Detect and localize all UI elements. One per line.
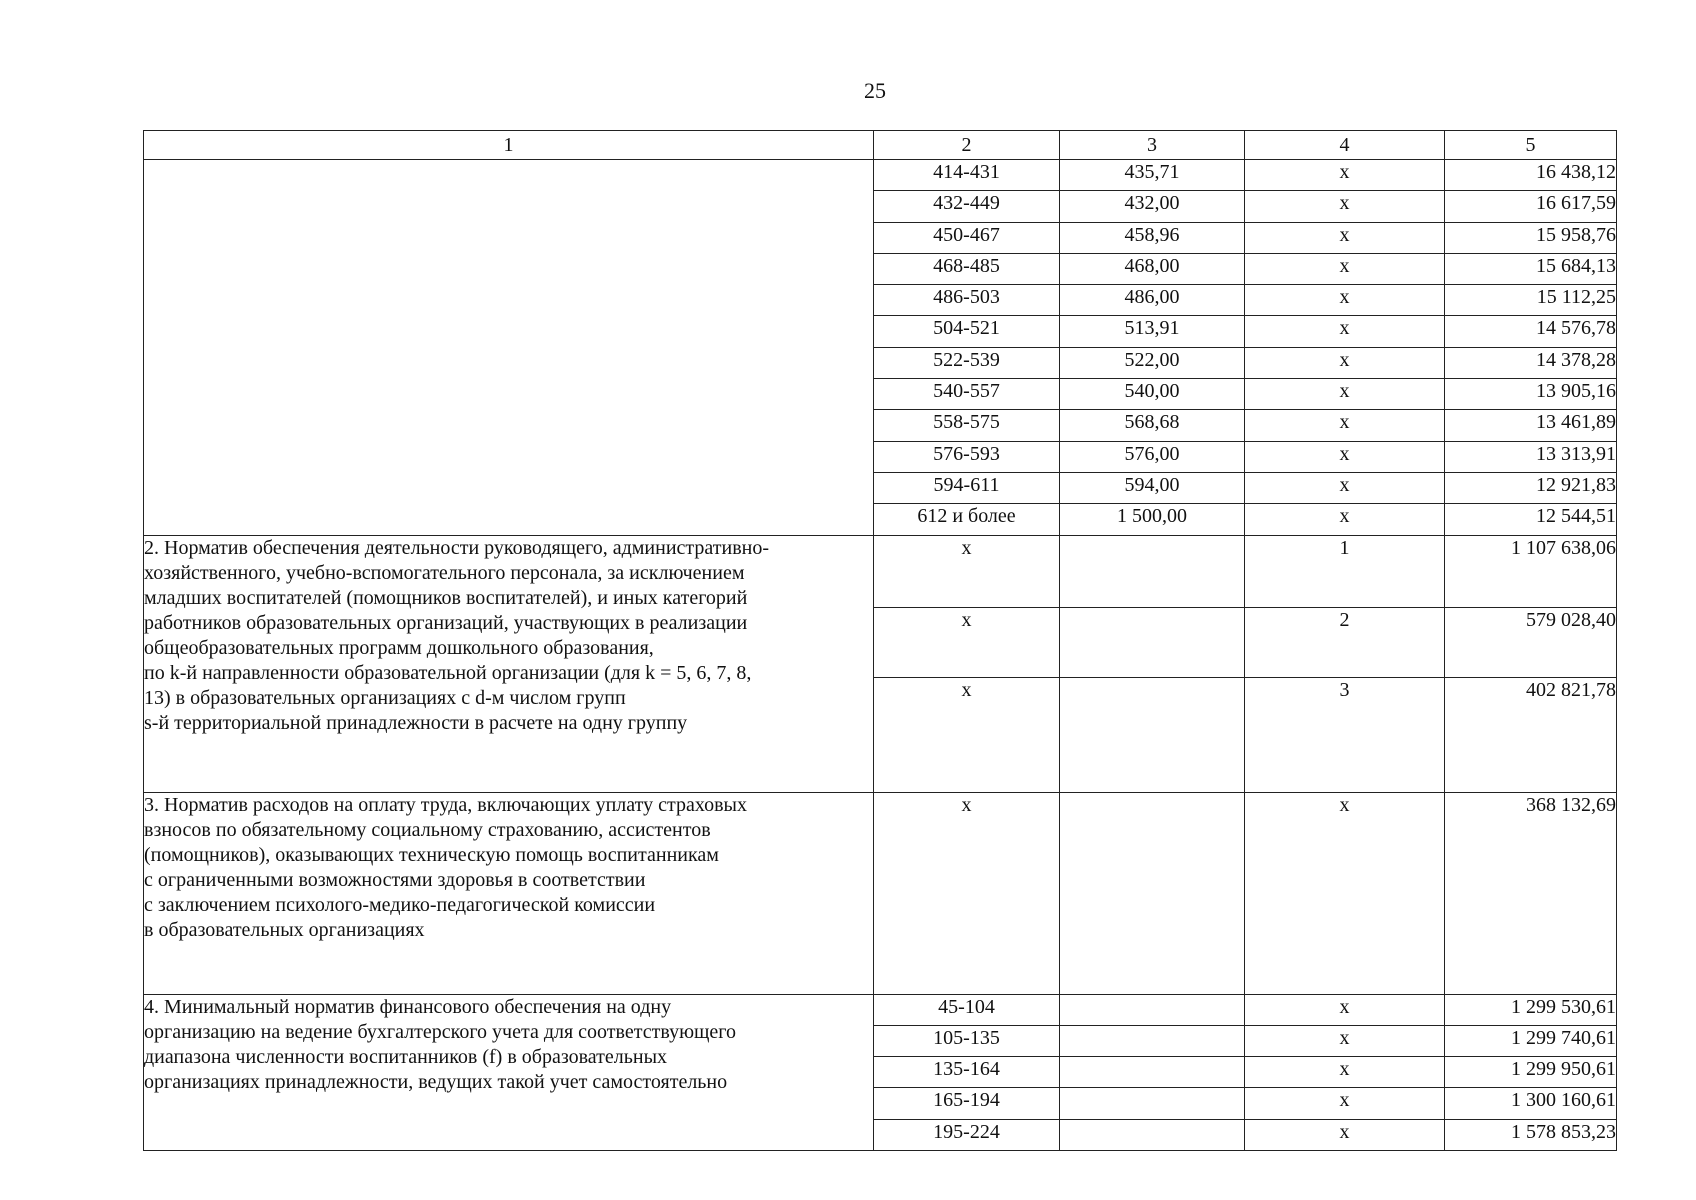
- col2-cell: х: [874, 535, 1060, 607]
- range-cell: 612 и более: [874, 504, 1060, 535]
- desc-line: хозяйственного, учебно-вспомогательного персонала, за исключением: [144, 561, 745, 584]
- coef-cell: 522,00: [1060, 347, 1245, 378]
- col3-cell: [1060, 677, 1245, 792]
- col3-cell: [1060, 607, 1245, 677]
- col4-cell: х: [1245, 410, 1445, 441]
- range-cell: 576-593: [874, 441, 1060, 472]
- coef-cell: 458,96: [1060, 222, 1245, 253]
- desc-line: с заключением психолого-медико-педагогической комиссии: [144, 893, 656, 916]
- col4-cell: х: [1245, 1119, 1445, 1150]
- col-header-1: 1: [144, 131, 874, 160]
- page-number: 25: [864, 78, 886, 103]
- col4-cell: х: [1245, 191, 1445, 222]
- value-cell: 1 299 530,61: [1445, 994, 1617, 1025]
- coef-cell: 435,71: [1060, 160, 1245, 191]
- col4-cell: х: [1245, 253, 1445, 284]
- desc-line: 4. Минимальный норматив финансового обеспечения на одну: [144, 995, 672, 1018]
- col-header-4: 4: [1245, 131, 1445, 160]
- value-cell: 15 112,25: [1445, 285, 1617, 316]
- section2-description: [144, 535, 874, 792]
- value-cell: 16 438,12: [1445, 160, 1617, 191]
- range-cell: 558-575: [874, 410, 1060, 441]
- desc-line: общеобразовательных программ дошкольного образования,: [144, 636, 654, 659]
- value-cell: 12 921,83: [1445, 472, 1617, 503]
- table-row: [144, 160, 1617, 191]
- value-cell: 15 684,13: [1445, 253, 1617, 284]
- col4-cell: х: [1245, 504, 1445, 535]
- desc-line: организациях принадлежности, ведущих такой учет самостоятельно: [144, 1070, 728, 1093]
- section4-description: [144, 994, 874, 1150]
- value-cell: 14 576,78: [1445, 316, 1617, 347]
- coef-cell: 468,00: [1060, 253, 1245, 284]
- col2-cell: х: [874, 792, 1060, 994]
- value-cell: 1 299 740,61: [1445, 1025, 1617, 1056]
- group-count-cell: 1: [1245, 535, 1445, 607]
- table-row: [144, 535, 1617, 607]
- value-cell: 13 313,91: [1445, 441, 1617, 472]
- range-cell: 195-224: [874, 1119, 1060, 1150]
- value-cell: 13 461,89: [1445, 410, 1617, 441]
- desc-line: 2. Норматив обеспечения деятельности руководящего, административно-: [144, 536, 769, 559]
- col3-cell: [1060, 1025, 1245, 1056]
- normative-table: [143, 130, 1617, 1151]
- range-cell: 414-431: [874, 160, 1060, 191]
- value-cell: 1 578 853,23: [1445, 1119, 1617, 1150]
- value-cell: 402 821,78: [1445, 677, 1617, 792]
- desc-line: (помощников), оказывающих техническую помощь воспитанникам: [144, 843, 719, 866]
- col3-cell: [1060, 1088, 1245, 1119]
- desc-line: в образовательных организациях: [144, 918, 425, 941]
- desc-line: с ограниченными возможностями здоровья в соответствии: [144, 868, 646, 891]
- group-count-cell: 2: [1245, 607, 1445, 677]
- desc-line: младших воспитателей (помощников воспитателей), и иных категорий: [144, 586, 748, 609]
- value-cell: 13 905,16: [1445, 379, 1617, 410]
- col4-cell: х: [1245, 1088, 1445, 1119]
- coef-cell: 486,00: [1060, 285, 1245, 316]
- coef-cell: 568,68: [1060, 410, 1245, 441]
- range-cell: 594-611: [874, 472, 1060, 503]
- coef-cell: 576,00: [1060, 441, 1245, 472]
- col-header-5: 5: [1445, 131, 1617, 160]
- desc-line: 3. Норматив расходов на оплату труда, включающих уплату страховых: [144, 793, 747, 816]
- col4-cell: х: [1245, 441, 1445, 472]
- value-cell: 16 617,59: [1445, 191, 1617, 222]
- coef-cell: 513,91: [1060, 316, 1245, 347]
- range-cell: 432-449: [874, 191, 1060, 222]
- value-cell: 12 544,51: [1445, 504, 1617, 535]
- col-header-2: 2: [874, 131, 1060, 160]
- col2-cell: х: [874, 607, 1060, 677]
- col4-cell: х: [1245, 379, 1445, 410]
- value-cell: 1 300 160,61: [1445, 1088, 1617, 1119]
- col3-cell: [1060, 994, 1245, 1025]
- col4-cell: х: [1245, 222, 1445, 253]
- value-cell: 1 107 638,06: [1445, 535, 1617, 607]
- col3-cell: [1060, 1057, 1245, 1088]
- section3-description: [144, 792, 874, 994]
- col4-cell: х: [1245, 316, 1445, 347]
- group-count-cell: 3: [1245, 677, 1445, 792]
- range-cell: 522-539: [874, 347, 1060, 378]
- col4-cell: х: [1245, 1025, 1445, 1056]
- col4-cell: х: [1245, 285, 1445, 316]
- header-row: [144, 131, 1617, 160]
- col3-cell: [1060, 535, 1245, 607]
- col-header-3: 3: [1060, 131, 1245, 160]
- coef-cell: 1 500,00: [1060, 504, 1245, 535]
- value-cell: 14 378,28: [1445, 347, 1617, 378]
- col4-cell: х: [1245, 472, 1445, 503]
- desc-line: взносов по обязательному социальному страхованию, ассистентов: [144, 818, 711, 841]
- table-row: [144, 994, 1617, 1025]
- range-cell: 540-557: [874, 379, 1060, 410]
- desc-line: работников образовательных организаций, участвующих в реализации: [144, 611, 748, 634]
- value-cell: 368 132,69: [1445, 792, 1617, 994]
- col3-cell: [1060, 1119, 1245, 1150]
- range-cell: 45-104: [874, 994, 1060, 1025]
- coef-cell: 540,00: [1060, 379, 1245, 410]
- table-row: [144, 792, 1617, 994]
- coef-cell: 432,00: [1060, 191, 1245, 222]
- desc-line: по k-й направленности образовательной организации (для k = 5, 6, 7, 8,: [144, 661, 752, 684]
- col4-cell: х: [1245, 347, 1445, 378]
- col4-cell: х: [1245, 994, 1445, 1025]
- range-cell: 105-135: [874, 1025, 1060, 1056]
- value-cell: 1 299 950,61: [1445, 1057, 1617, 1088]
- col2-cell: х: [874, 677, 1060, 792]
- desc-line: организацию на ведение бухгалтерского учета для соответствующего: [144, 1020, 737, 1043]
- range-cell: 450-467: [874, 222, 1060, 253]
- desc-line: 13) в образовательных организациях с d-м числом групп: [144, 686, 626, 709]
- value-cell: 15 958,76: [1445, 222, 1617, 253]
- col4-cell: х: [1245, 1057, 1445, 1088]
- col4-cell: х: [1245, 792, 1445, 994]
- desc-line: s-й территориальной принадлежности в расчете на одну группу: [144, 711, 688, 734]
- col4-cell: х: [1245, 160, 1445, 191]
- range-cell: 504-521: [874, 316, 1060, 347]
- desc-line: диапазона численности воспитанников (f) в образовательных: [144, 1045, 668, 1068]
- coef-cell: 594,00: [1060, 472, 1245, 503]
- range-cell: 486-503: [874, 285, 1060, 316]
- range-cell: 165-194: [874, 1088, 1060, 1119]
- col3-cell: [1060, 792, 1245, 994]
- section1-description: [144, 160, 874, 536]
- range-cell: 468-485: [874, 253, 1060, 284]
- range-cell: 135-164: [874, 1057, 1060, 1088]
- value-cell: 579 028,40: [1445, 607, 1617, 677]
